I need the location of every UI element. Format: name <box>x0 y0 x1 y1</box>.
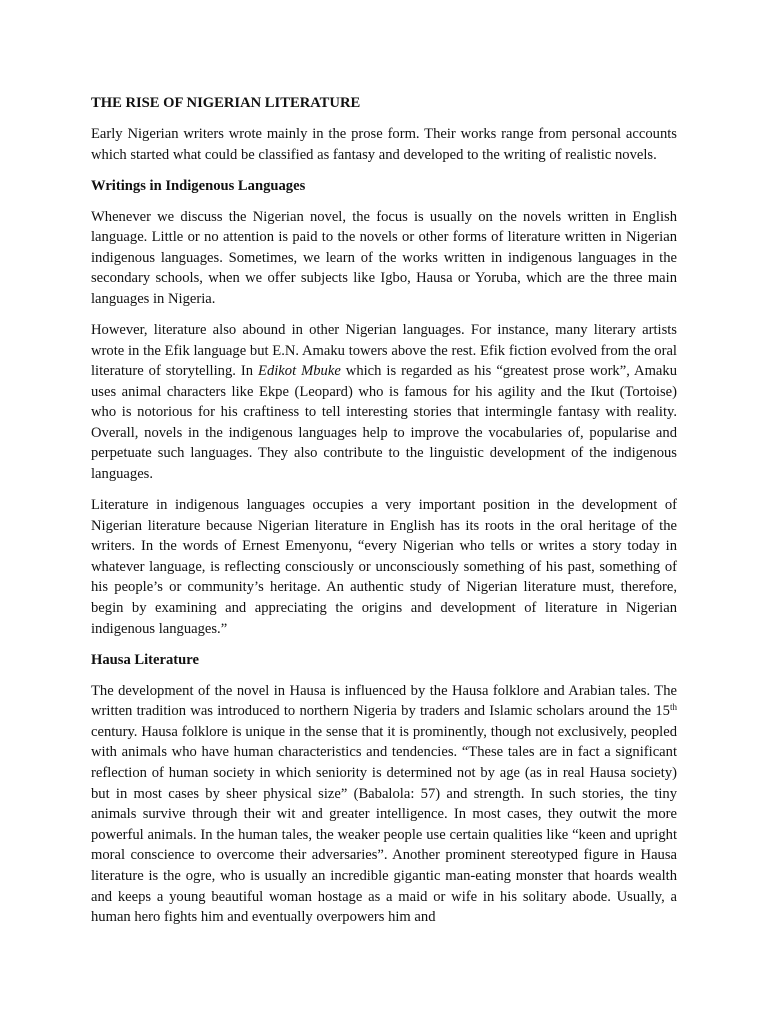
paragraph-text: The development of the novel in Hausa is influenced by the Hausa folklore and Arabian tales. The written tradition was introduced to northern Nigeria by traders and Islamic scholars around the 15 <box>91 682 677 720</box>
book-title-italic: Edikot Mbuke <box>258 363 341 380</box>
section-heading-indigenous-languages: Writings in Indigenous Languages <box>91 177 306 194</box>
paragraph-hausa-novel <box>91 681 677 928</box>
paragraph-emenyonu-quote: Literature in indigenous languages occupies a very important position in the development of Nigerian literature because Nigerian literature in English has its roots in the oral heritage of the writers. In the words of Ernest Emenyonu, “every Nigerian who tells or writes a story today in whatever language, is reflecting consciously or unconsciously something of his past, something of his people’s or community’s heritage. An authentic study of Nigerian literature must, therefore, begin by examining and appreciating the origins and development of literature in Nigerian indigenous languages.” <box>91 497 677 637</box>
paragraph-text: However, literature also abound in other Nigerian languages. For instance, many literary artists wrote in the Efik language but E.N. Amaku towers above the rest. Efik fiction evolved from the oral literature of storytelling. In <box>91 321 677 380</box>
paragraph-text: which is regarded as his “greatest prose work”, Amaku uses animal characters like Ekpe (Leopard) who is famous for his agility and the Ikut (Tortoise) who is notorious for his craftiness to tell interesting stories that intermingle fantasy with reality. Overall, novels in the indigenous languages help to improve the vocabularies of, popularise and perpetuate such languages. They also contribute to the linguistic development of the indigenous languages. <box>91 363 677 483</box>
paragraph-efik-literature <box>91 320 677 485</box>
paragraph-nigerian-novel: Whenever we discuss the Nigerian novel, the focus is usually on the novels written in English language. Little or no attention is paid to the novels or other forms of literature written in Nigerian indigenous languages. Sometimes, we learn of the works written in indigenous languages in the secondary schools, when we offer subjects like Igbo, Hausa or Yoruba, which are the three main languages in Nigeria. <box>91 208 677 307</box>
document-title: THE RISE OF NIGERIAN LITERATURE <box>91 95 361 111</box>
paragraph-text: century. Hausa folklore is unique in the sense that it is prominently, though not exclusively, peopled with animals who have human characteristics and tendencies. “These tales are in fact a significant reflection of human society in which seniority is determined not by age (as in real Hausa society) but in most cases by sheer physical size” (Babalola: 57) and strength. In such stories, the tiny animals survive through their wit and greater intelligence. In most cases, they outwit the more powerful animals. In the human tales, the weaker people use certain qualities like “keen and upright moral conscience to overcome their adversaries”. Another prominent stereotyped figure in Hausa literature is the ogre, who is usually an incredible gigantic man-eating monster that hoards wealth and keeps a young beautiful woman hostage as a maid or wife in his solitary abode. Usually, a human hero fights him and eventually overpowers him and <box>91 723 677 926</box>
section-heading-hausa-literature: Hausa Literature <box>91 651 199 668</box>
intro-paragraph: Early Nigerian writers wrote mainly in the prose form. Their works range from personal accounts which started what could be classified as fantasy and developed to the writing of realistic novels. <box>91 125 677 163</box>
document-page <box>91 93 677 938</box>
ordinal-superscript: th <box>669 702 677 713</box>
